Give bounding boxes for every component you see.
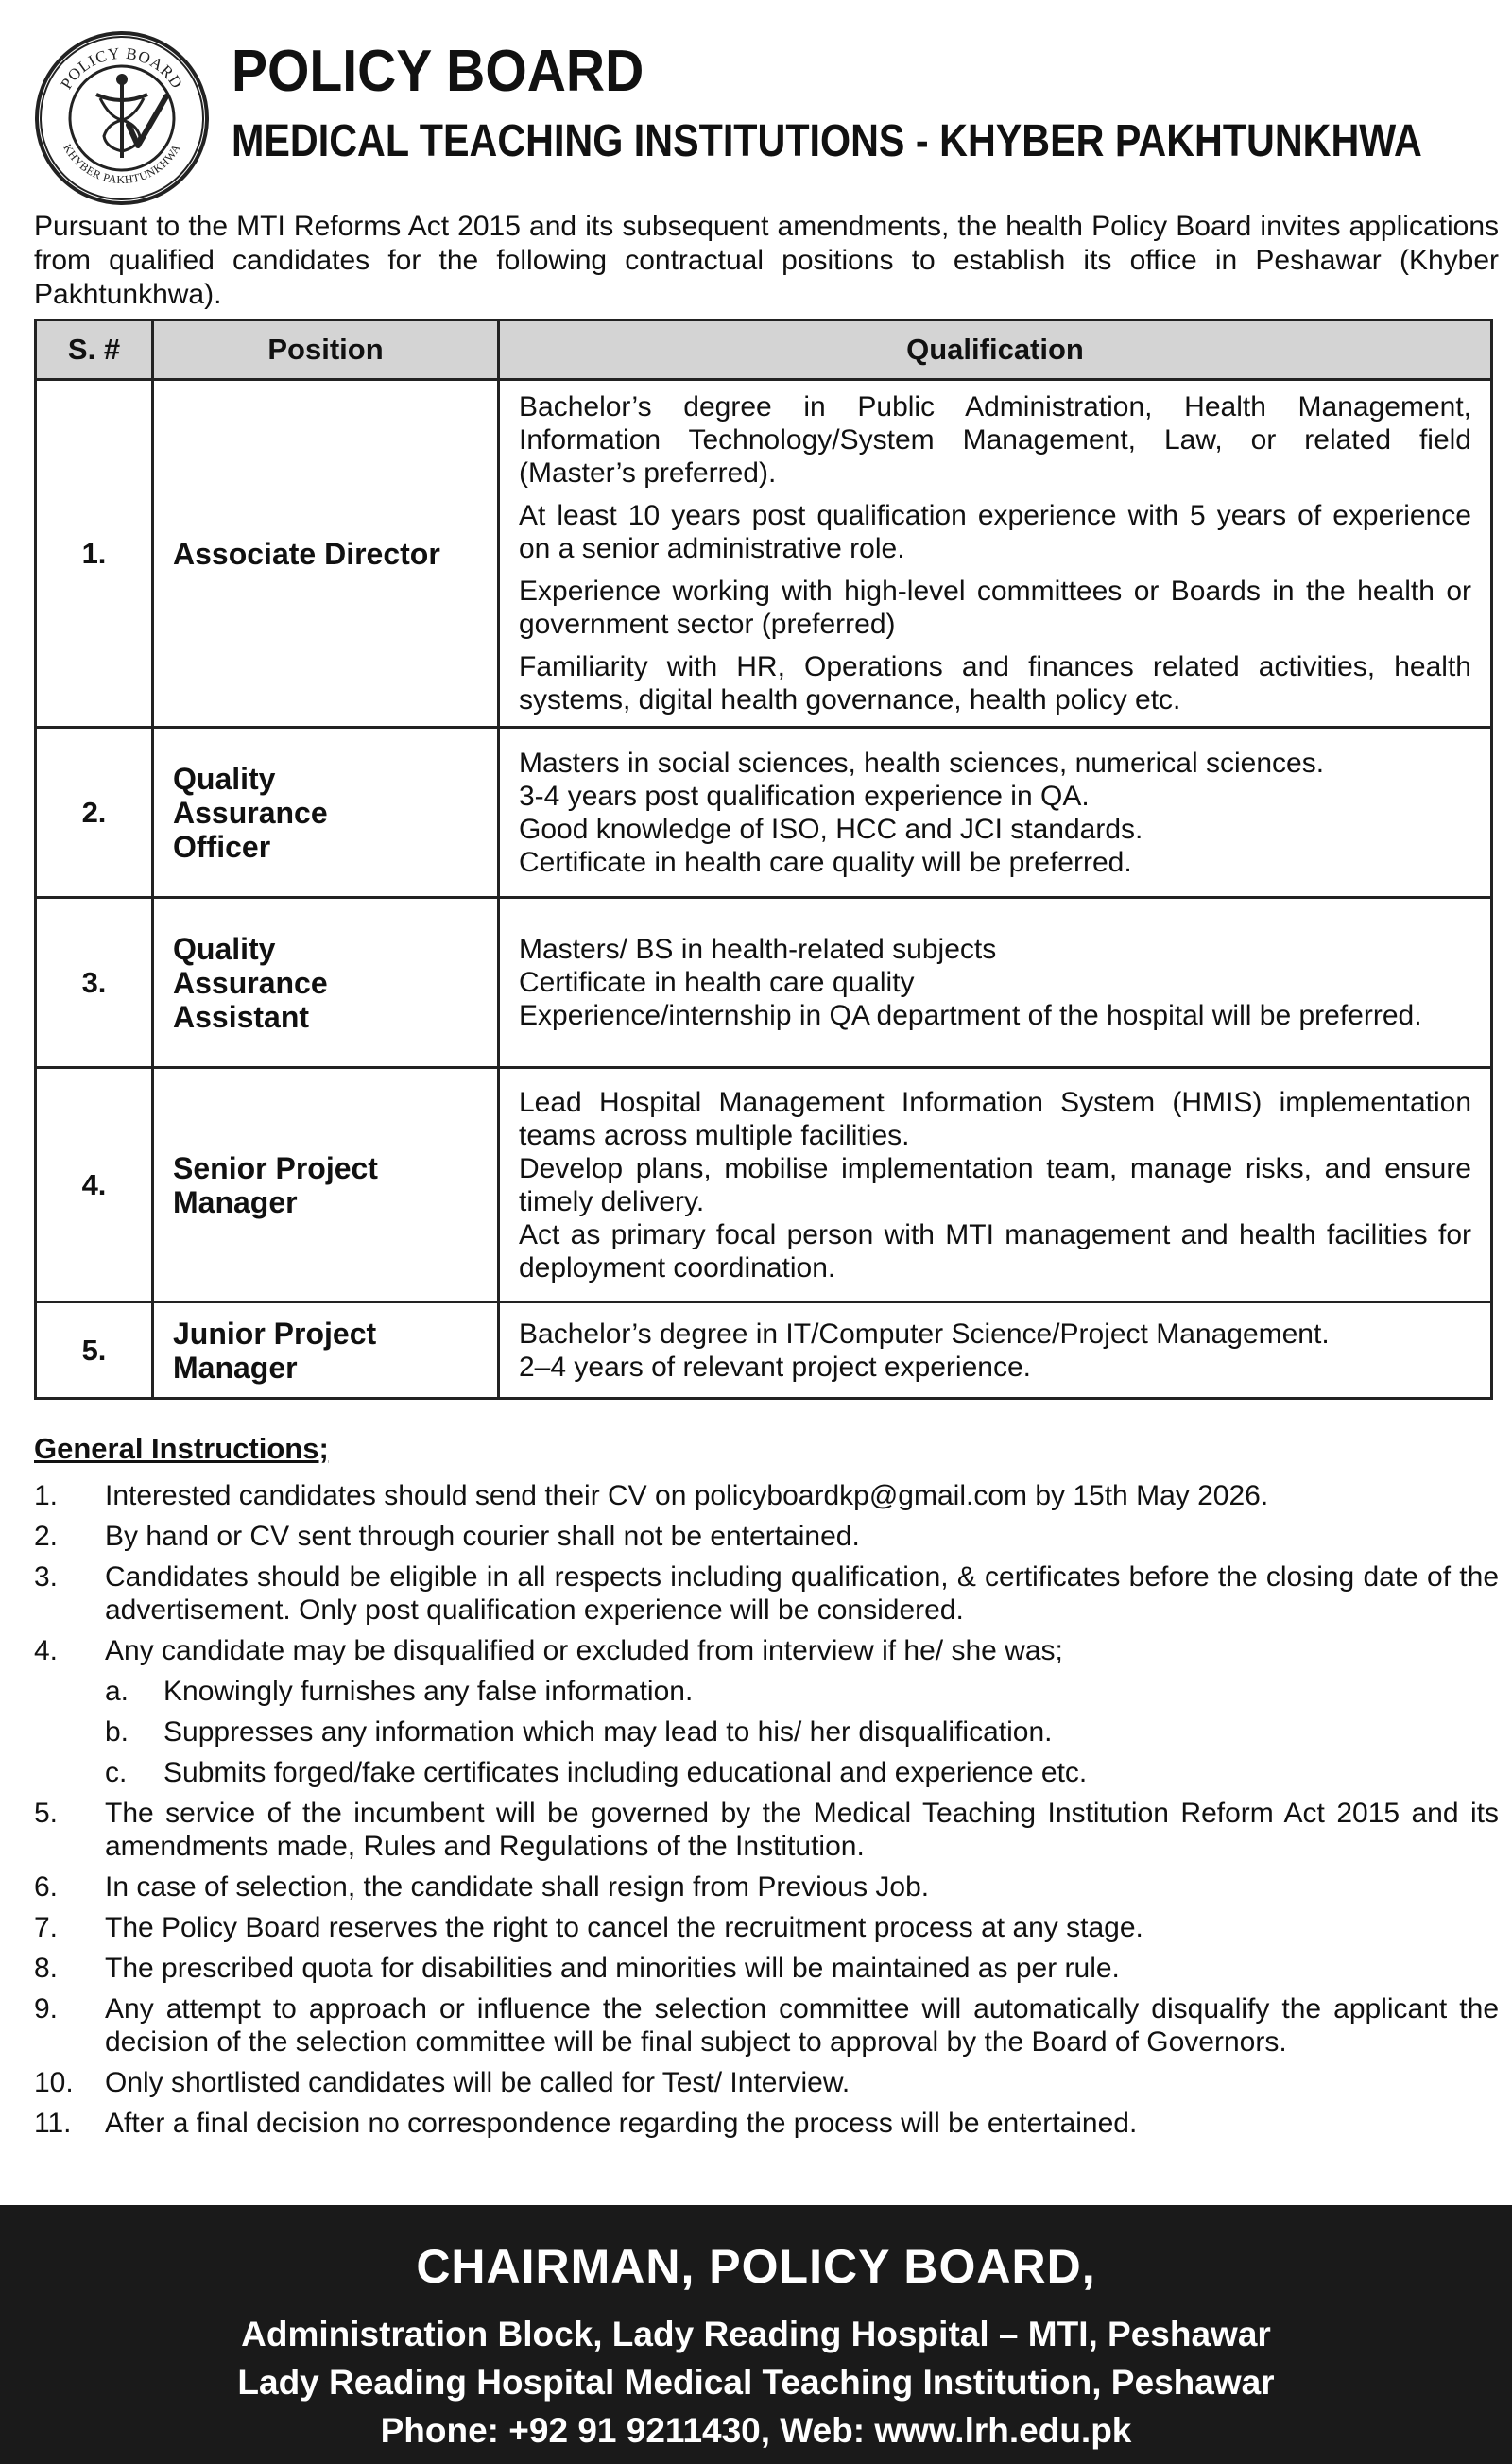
general-instructions-title: General Instructions;	[34, 1432, 329, 1465]
item-number: b.	[105, 1716, 129, 1748]
list-item	[34, 1952, 1499, 1985]
qualification-line: Familiarity with HR, Operations and finances related activities, health systems, digital health governance, health policy etc.	[519, 651, 1471, 715]
item-text: Interested candidates should send their CV on policyboardkp@gmail.com by 15th May 2026.	[105, 1480, 1269, 1511]
position-cell: Quality Assurance Assistant	[153, 898, 499, 1068]
item-text: After a final decision no correspondence regarding the process will be entertained.	[105, 2108, 1138, 2139]
policy-board-logo	[34, 30, 210, 206]
footer-chairman-title: CHAIRMAN, POLICY BOARD,	[416, 2240, 1096, 2293]
footer-contact-line: Phone: +92 91 9211430, Web: www.lrh.edu.pk	[380, 2411, 1132, 2450]
item-text: In case of selection, the candidate shall resign from Previous Job.	[105, 1871, 930, 1903]
qualification-line: Bachelor’s degree in Public Administration, Health Management, Information Technology/System Management, Law, or related field (Master’s preferred).	[519, 391, 1471, 489]
position-cell: Quality Assurance Officer	[153, 728, 499, 898]
positions-table	[34, 319, 1493, 1400]
item-number: 7.	[34, 1912, 59, 1943]
item-text: Suppresses any information which may lead to his/ her disqualification.	[163, 1716, 1053, 1748]
footer-institution-line: Lady Reading Hospital Medical Teaching Institution, Peshawar	[237, 2363, 1275, 2402]
item-number: 3.	[34, 1561, 59, 1593]
qualification-line: Experience/internship in QA department of the hospital will be preferred.	[519, 1000, 1422, 1031]
qualification-line: Develop plans, mobilise implementation team, manage risks, and ensure timely delivery.	[519, 1152, 1471, 1217]
qualification-line: Masters/ BS in health-related subjects	[519, 934, 997, 965]
qualification-line: Good knowledge of ISO, HCC and JCI standards.	[519, 813, 1143, 845]
qualification-cell	[499, 380, 1492, 728]
footer-address-line: Administration Block, Lady Reading Hospital – MTI, Peshawar	[241, 2315, 1271, 2353]
table-row	[36, 1068, 1492, 1302]
page-subtitle: MEDICAL TEACHING INSTITUTIONS - KHYBER PAKHTUNKHWA	[232, 116, 1422, 166]
list-item	[34, 1797, 1499, 1863]
item-text: The service of the incumbent will be governed by the Medical Teaching Institution Reform Act 2015 and its amendments made, Rules and Regulations of the Institution.	[105, 1798, 1499, 1862]
item-number: 5.	[34, 1798, 59, 1829]
list-item	[34, 1560, 1499, 1627]
qualification-cell	[499, 1068, 1492, 1302]
item-text: Any attempt to approach or influence the selection committee will automatically disqualify the applicant the decision of the selection committee will be final subject to approval by the Board of Governors.	[105, 1993, 1499, 2058]
list-item	[34, 1479, 1499, 1512]
qualification-line: 3-4 years post qualification experience in QA.	[519, 780, 1090, 812]
qualification-line: Masters in social sciences, health sciences, numerical sciences.	[519, 747, 1325, 779]
item-number: 2.	[34, 1521, 59, 1552]
item-number: 11.	[34, 2108, 72, 2139]
item-text: The Policy Board reserves the right to cancel the recruitment process at any stage.	[105, 1912, 1143, 1943]
qualification-line: 2–4 years of relevant project experience.	[519, 1351, 1031, 1383]
qualification-cell	[499, 728, 1492, 898]
item-number: 4.	[34, 1635, 59, 1666]
footer-contact-block	[0, 2205, 1512, 2464]
header-serial: S. #	[36, 320, 153, 380]
item-text: Submits forged/fake certificates including educational and experience etc.	[163, 1757, 1088, 1788]
list-item	[34, 1870, 1499, 1904]
item-number: a.	[105, 1676, 129, 1707]
table-row	[36, 380, 1492, 728]
list-item	[34, 1911, 1499, 1944]
list-subitem	[105, 1756, 1499, 1789]
list-item	[34, 1520, 1499, 1553]
item-number: 1.	[34, 1480, 59, 1511]
serial-cell: 2.	[36, 728, 153, 898]
list-item	[34, 2107, 1499, 2140]
list-item	[34, 2066, 1499, 2099]
serial-cell: 4.	[36, 1068, 153, 1302]
general-instructions-list	[34, 1479, 1499, 2147]
item-text: Only shortlisted candidates will be called for Test/ Interview.	[105, 2067, 850, 2098]
item-text: Candidates should be eligible in all respects including qualification, & certificates before the closing date of the advertisement. Only post qualification experience will be considered.	[105, 1561, 1499, 1626]
table-row	[36, 728, 1492, 898]
qualification-cell	[499, 1302, 1492, 1399]
qualification-line: At least 10 years post qualification experience with 5 years of experience on a senior administrative role.	[519, 500, 1471, 564]
serial-cell: 5.	[36, 1302, 153, 1399]
qualification-line: Bachelor’s degree in IT/Computer Science/Project Management.	[519, 1318, 1330, 1350]
serial-cell: 3.	[36, 898, 153, 1068]
qualification-line: Act as primary focal person with MTI management and health facilities for deployment coordination.	[519, 1218, 1471, 1284]
qualification-cell	[499, 898, 1492, 1068]
table-row	[36, 1302, 1492, 1399]
position-cell: Associate Director	[153, 380, 499, 728]
item-number: 10.	[34, 2067, 74, 2098]
qualification-line: Certificate in health care quality will be preferred.	[519, 846, 1132, 878]
item-number: 9.	[34, 1993, 59, 2025]
svg-text:KHYBER PAKHTUNKHWA: KHYBER PAKHTUNKHWA	[60, 141, 183, 187]
intro-paragraph: Pursuant to the MTI Reforms Act 2015 and its subsequent amendments, the health Policy Board invites applications from qualified candidates for the following contractual positions to establish its office in Peshawar (Khyber Pakhtunkhwa).	[34, 211, 1499, 310]
item-text: The prescribed quota for disabilities and minorities will be maintained as per rule.	[105, 1953, 1120, 1984]
item-number: 8.	[34, 1953, 59, 1984]
list-subitem	[105, 1715, 1499, 1749]
item-text: By hand or CV sent through courier shall not be entertained.	[105, 1521, 860, 1552]
qualification-line: Certificate in health care quality	[519, 967, 915, 998]
item-number: 6.	[34, 1871, 59, 1903]
position-cell: Junior Project Manager	[153, 1302, 499, 1399]
list-subitem	[105, 1675, 1499, 1708]
position-cell: Senior Project Manager	[153, 1068, 499, 1302]
table-row	[36, 898, 1492, 1068]
page-title: POLICY BOARD	[232, 39, 644, 104]
serial-cell: 1.	[36, 380, 153, 728]
header-qualification: Qualification	[499, 320, 1492, 380]
qualification-line: Lead Hospital Management Information System (HMIS) implementation teams across multiple facilities.	[519, 1086, 1471, 1151]
item-number: c.	[105, 1757, 128, 1788]
list-item	[34, 1992, 1499, 2059]
item-text: Any candidate may be disqualified or excluded from interview if he/ she was;	[105, 1635, 1063, 1666]
header-position: Position	[153, 320, 499, 380]
list-item	[34, 1634, 1499, 1667]
svg-text:POLICY BOARD: POLICY BOARD	[57, 43, 187, 93]
table-header-row	[36, 320, 1492, 380]
item-text: Knowingly furnishes any false information.	[163, 1676, 694, 1707]
qualification-line: Experience working with high-level committees or Boards in the health or government sector (preferred)	[519, 576, 1471, 640]
